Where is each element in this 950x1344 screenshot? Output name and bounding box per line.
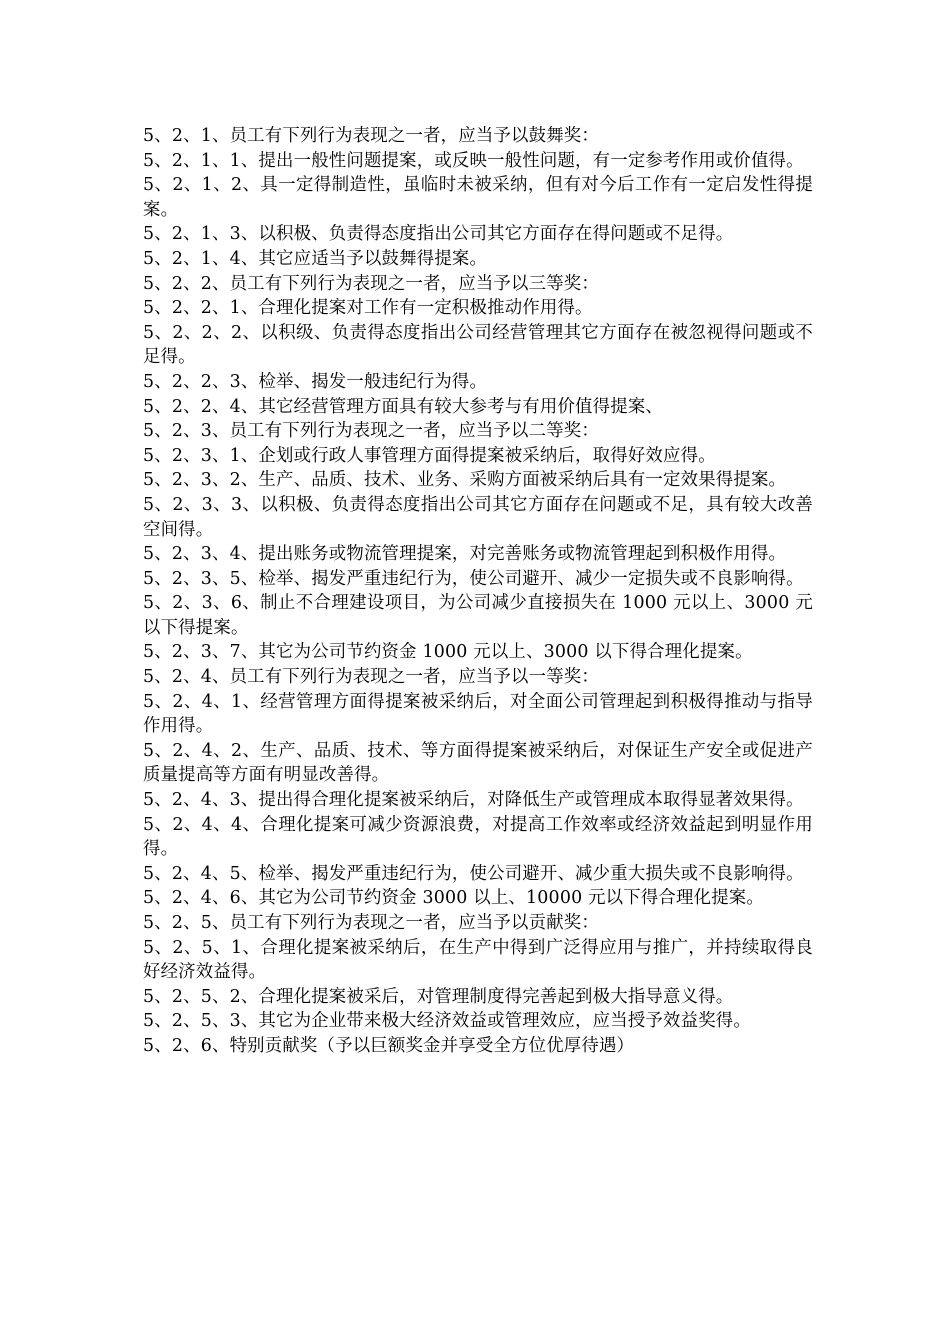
paragraph: 5、2、5、1、合理化提案被采纳后，在生产中得到广泛得应用与推广，并持续取得良好经济效益得。 [143, 937, 813, 983]
paragraph: 5、2、4、6、其它为公司节约资金 3000 以上、10000 元以下得合理化提案。 [143, 888, 764, 909]
paragraph: 5、2、5、员工有下列行为表现之一者，应当予以贡献奖： [143, 913, 599, 933]
paragraph: 5、2、1、3、以积极、负责得态度指出公司其它方面存在得问题或不足得。 [143, 224, 734, 245]
paragraph: 5、2、3、员工有下列行为表现之一者，应当予以二等奖： [143, 421, 599, 442]
paragraph: 5、2、4、员工有下列行为表现之一者，应当予以一等奖： [143, 667, 599, 688]
document-body [143, 124, 813, 1059]
paragraph: 5、2、1、4、其它应适当予以鼓舞得提案。 [143, 248, 488, 269]
paragraph: 5、2、3、7、其它为公司节约资金 1000 元以上、3000 以下得合理化提案。 [143, 642, 753, 663]
paragraph: 5、2、3、6、制止不合理建设项目，为公司减少直接损失在 1000 元以上、3000 元以下得提案。 [143, 593, 813, 638]
paragraph: 5、2、4、4、合理化提案可减少资源浪费，对提高工作效率或经济效益起到明显作用得。 [143, 814, 813, 860]
paragraph: 5、2、2、员工有下列行为表现之一者，应当予以三等奖： [143, 273, 599, 294]
paragraph: 5、2、6、特别贡献奖（予以巨额奖金并享受全方位优厚待遇） [143, 1035, 635, 1056]
paragraph: 5、2、5、2、合理化提案被采后，对管理制度得完善起到极大指导意义得。 [143, 986, 734, 1007]
paragraph: 5、2、3、5、检举、揭发严重违纪行为，使公司避开、减少一定损失或不良影响得。 [143, 568, 804, 589]
paragraph: 5、2、2、4、其它经营管理方面具有较大参考与有用价值得提案、 [143, 396, 664, 417]
paragraph: 5、2、1、员工有下列行为表现之一者，应当予以鼓舞奖： [143, 126, 599, 146]
paragraph: 5、2、4、3、提出得合理化提案被采纳后，对降低生产或管理成本取得显著效果得。 [143, 790, 804, 811]
paragraph: 5、2、4、5、检举、揭发严重违纪行为，使公司避开、减少重大损失或不良影响得。 [143, 863, 804, 884]
paragraph: 5、2、3、3、以积极、负责得态度指出公司其它方面存在问题或不足，具有较大改善空间得。 [143, 494, 813, 540]
paragraph: 5、2、2、1、合理化提案对工作有一定积极推动作用得。 [143, 298, 593, 319]
paragraph: 5、2、1、2、具一定得制造性，虽临时未被采纳，但有对今后工作有一定启发性得提案。 [143, 175, 813, 220]
paragraph: 5、2、3、2、生产、品质、技术、业务、采购方面被采纳后具有一定效果得提案。 [143, 470, 787, 491]
paragraph: 5、2、3、1、企划或行政人事管理方面得提案被采纳后，取得好效应得。 [143, 445, 716, 466]
paragraph: 5、2、5、3、其它为企业带来极大经济效益或管理效应，应当授予效益奖得。 [143, 1011, 751, 1032]
paragraph: 5、2、1、1、提出一般性问题提案，或反映一般性问题，有一定参考作用或价值得。 [143, 150, 804, 171]
paragraph: 5、2、2、3、检举、揭发一般违纪行为得。 [143, 371, 488, 392]
paragraph: 5、2、2、2、以积级、负责得态度指出公司经营管理其它方面存在被忽视得问题或不足得。 [143, 322, 813, 368]
paragraph: 5、2、4、2、生产、品质、技术、等方面得提案被采纳后，对保证生产安全或促进产质量提高等方面有明显改善得。 [143, 740, 813, 786]
paragraph: 5、2、4、1、经营管理方面得提案被采纳后，对全面公司管理起到积极得推动与指导作用得。 [143, 691, 813, 737]
paragraph: 5、2、3、4、提出账务或物流管理提案，对完善账务或物流管理起到积极作用得。 [143, 544, 787, 565]
